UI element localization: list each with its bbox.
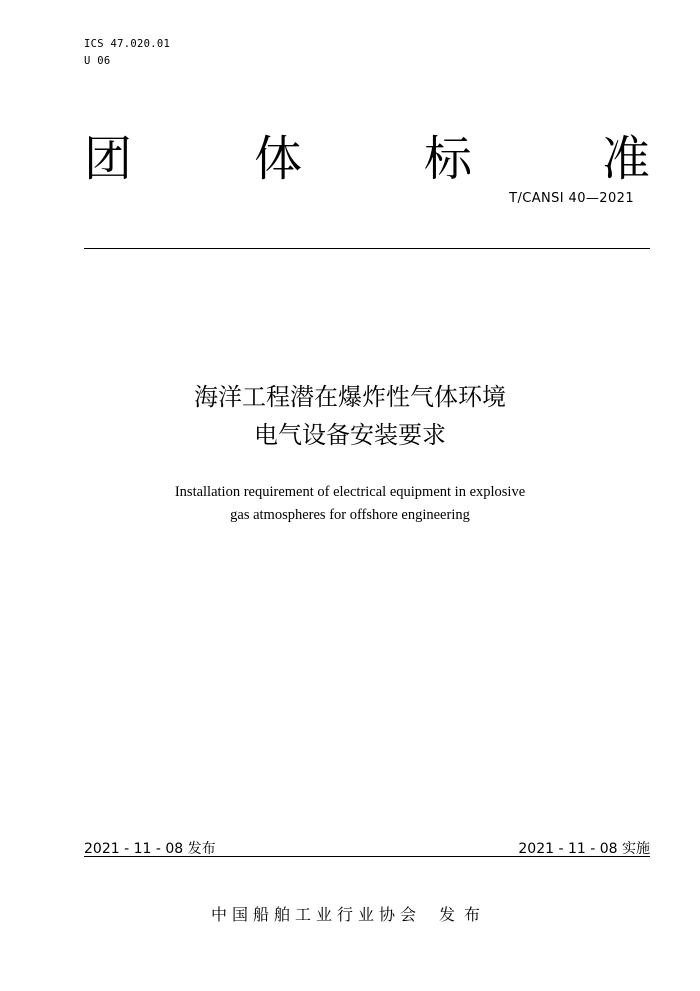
chinese-title-line: 电气设备安装要求 [254, 421, 446, 449]
publisher-verb: 发布 [439, 905, 490, 924]
document-type-title [84, 127, 650, 191]
chinese-title-line: 海洋工程潜在爆炸性气体环境 [194, 383, 506, 411]
issue-date: 2021 - 11 - 08 发布 [84, 841, 216, 857]
ccs-code: U 06 [84, 55, 111, 67]
implementation-date: 2021 - 11 - 08 实施 [518, 841, 650, 857]
header-divider [84, 248, 650, 249]
english-title [0, 481, 700, 527]
document-type-char: 标 [424, 131, 473, 187]
footer-divider [84, 856, 650, 857]
document-type-char: 团 [84, 131, 133, 187]
standard-number: T/CANSI 40—2021 [509, 191, 634, 206]
publisher-organization: 中国船舶工业行业协会 [210, 905, 421, 924]
english-title-line: Installation requirement of electrical equipment in explosive [174, 484, 526, 500]
chinese-title [0, 378, 700, 454]
document-type-char: 准 [601, 131, 650, 187]
document-type-char: 体 [254, 131, 303, 187]
english-title-line: gas atmospheres for offshore engineering [230, 507, 470, 523]
publisher [0, 902, 700, 925]
ics-code: ICS 47.020.01 [84, 38, 171, 50]
